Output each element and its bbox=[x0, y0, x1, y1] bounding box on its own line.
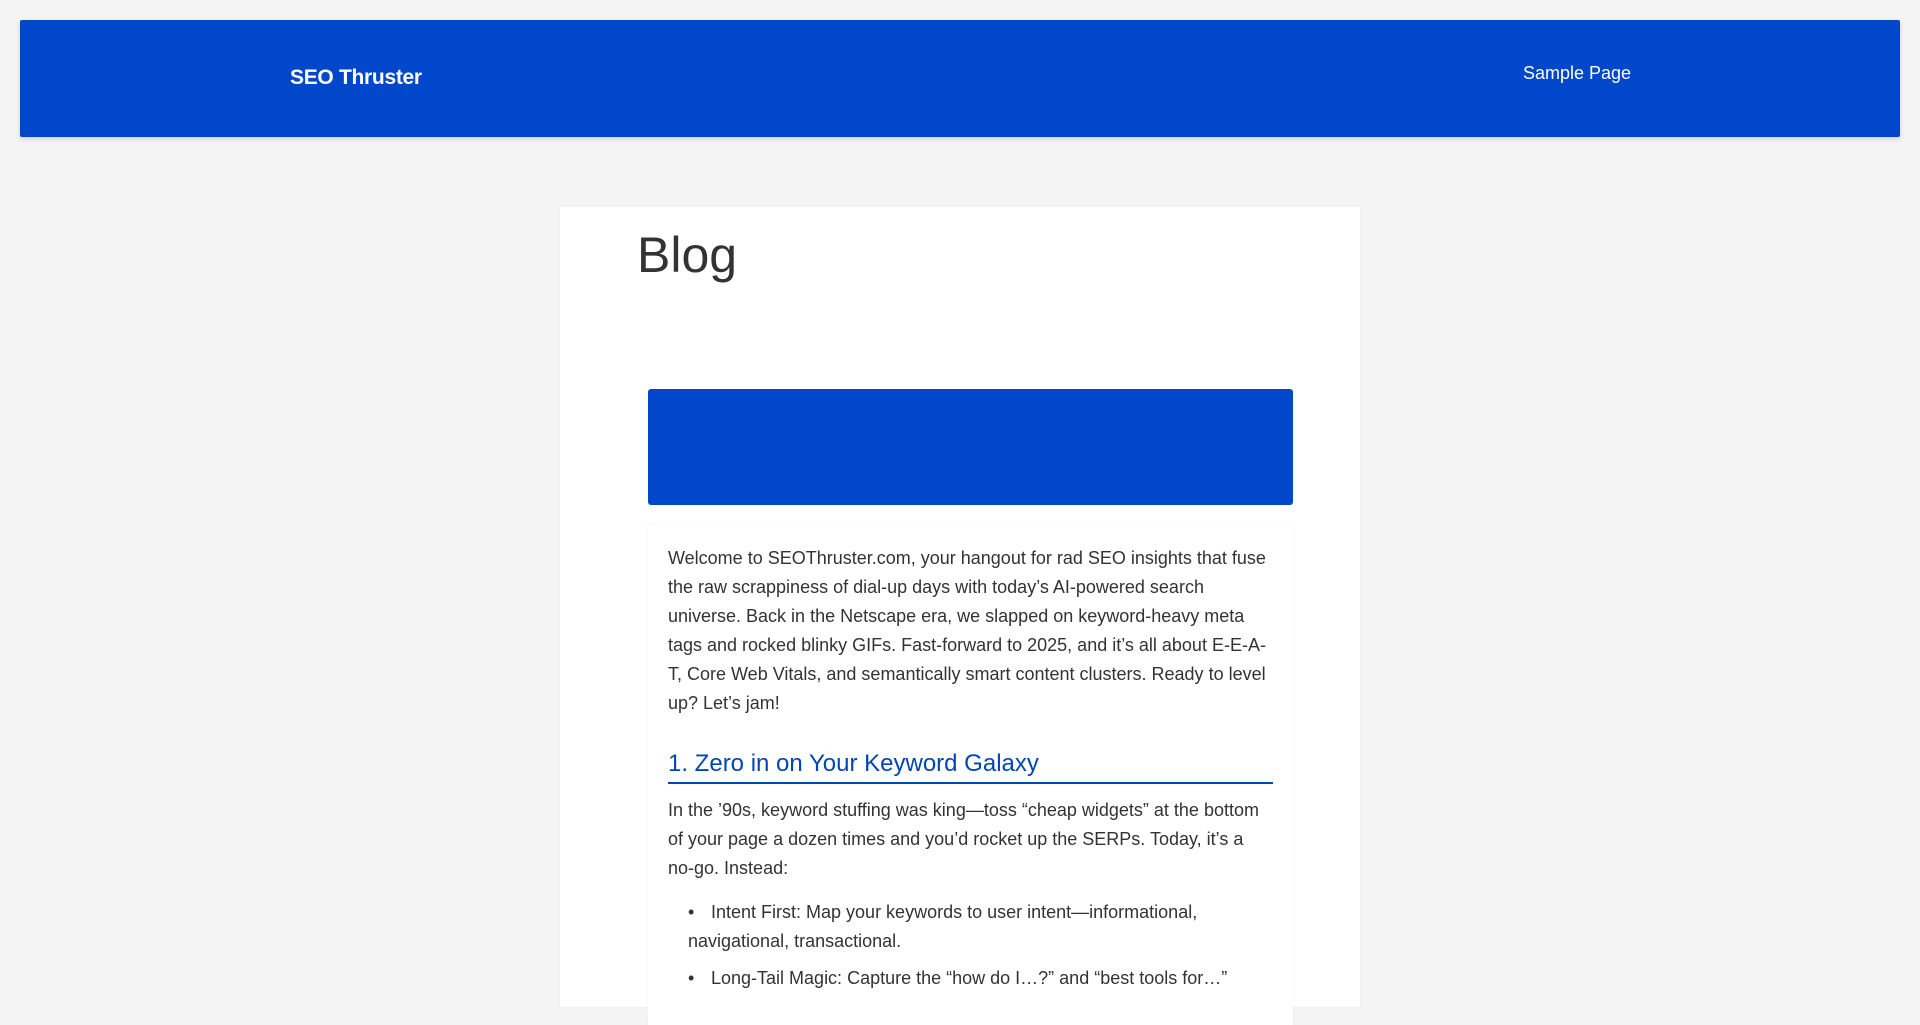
bullet-icon: • bbox=[688, 968, 695, 988]
article-intro: Welcome to SEOThruster.com, your hangout for rad SEO insights that fuse the raw scrappiness of dial-up days with today’s AI-powered search universe. Back in the Netscape era, we slapped on keyword-heavy meta tags and rocked blinky GIFs. Fast-forward to 2025, and it’s all about E-E-A-T, Core Web Vitals, and semantically smart content clusters. Ready to level up? Let’s jam! bbox=[668, 548, 1266, 713]
nav-link-sample-page[interactable]: Sample Page bbox=[1523, 63, 1632, 83]
bullet-list bbox=[668, 898, 1273, 993]
content-card bbox=[560, 207, 1360, 1007]
site-title-link[interactable]: SEO Thruster bbox=[290, 66, 422, 89]
section-heading: 1. Zero in on Your Keyword Galaxy bbox=[668, 748, 1273, 784]
list-item-text: Intent First: Map your keywords to user intent—informational, navigational, transactional. bbox=[688, 902, 1198, 951]
site-header bbox=[20, 20, 1900, 137]
list-item-text: Long-Tail Magic: Capture the “how do I…?” and “best tools for…” bbox=[711, 968, 1228, 988]
list-item bbox=[688, 964, 1273, 993]
page-title: Blog bbox=[637, 227, 738, 283]
bullet-icon: • bbox=[688, 902, 695, 922]
hero-banner bbox=[648, 389, 1293, 505]
blog-article bbox=[648, 525, 1293, 1025]
section-text: In the ’90s, keyword stuffing was king—toss “cheap widgets” at the bottom of your page a dozen times and you’d rocket up the SERPs. Today, it’s a no-go. Instead: bbox=[668, 800, 1259, 878]
list-item bbox=[688, 898, 1273, 956]
